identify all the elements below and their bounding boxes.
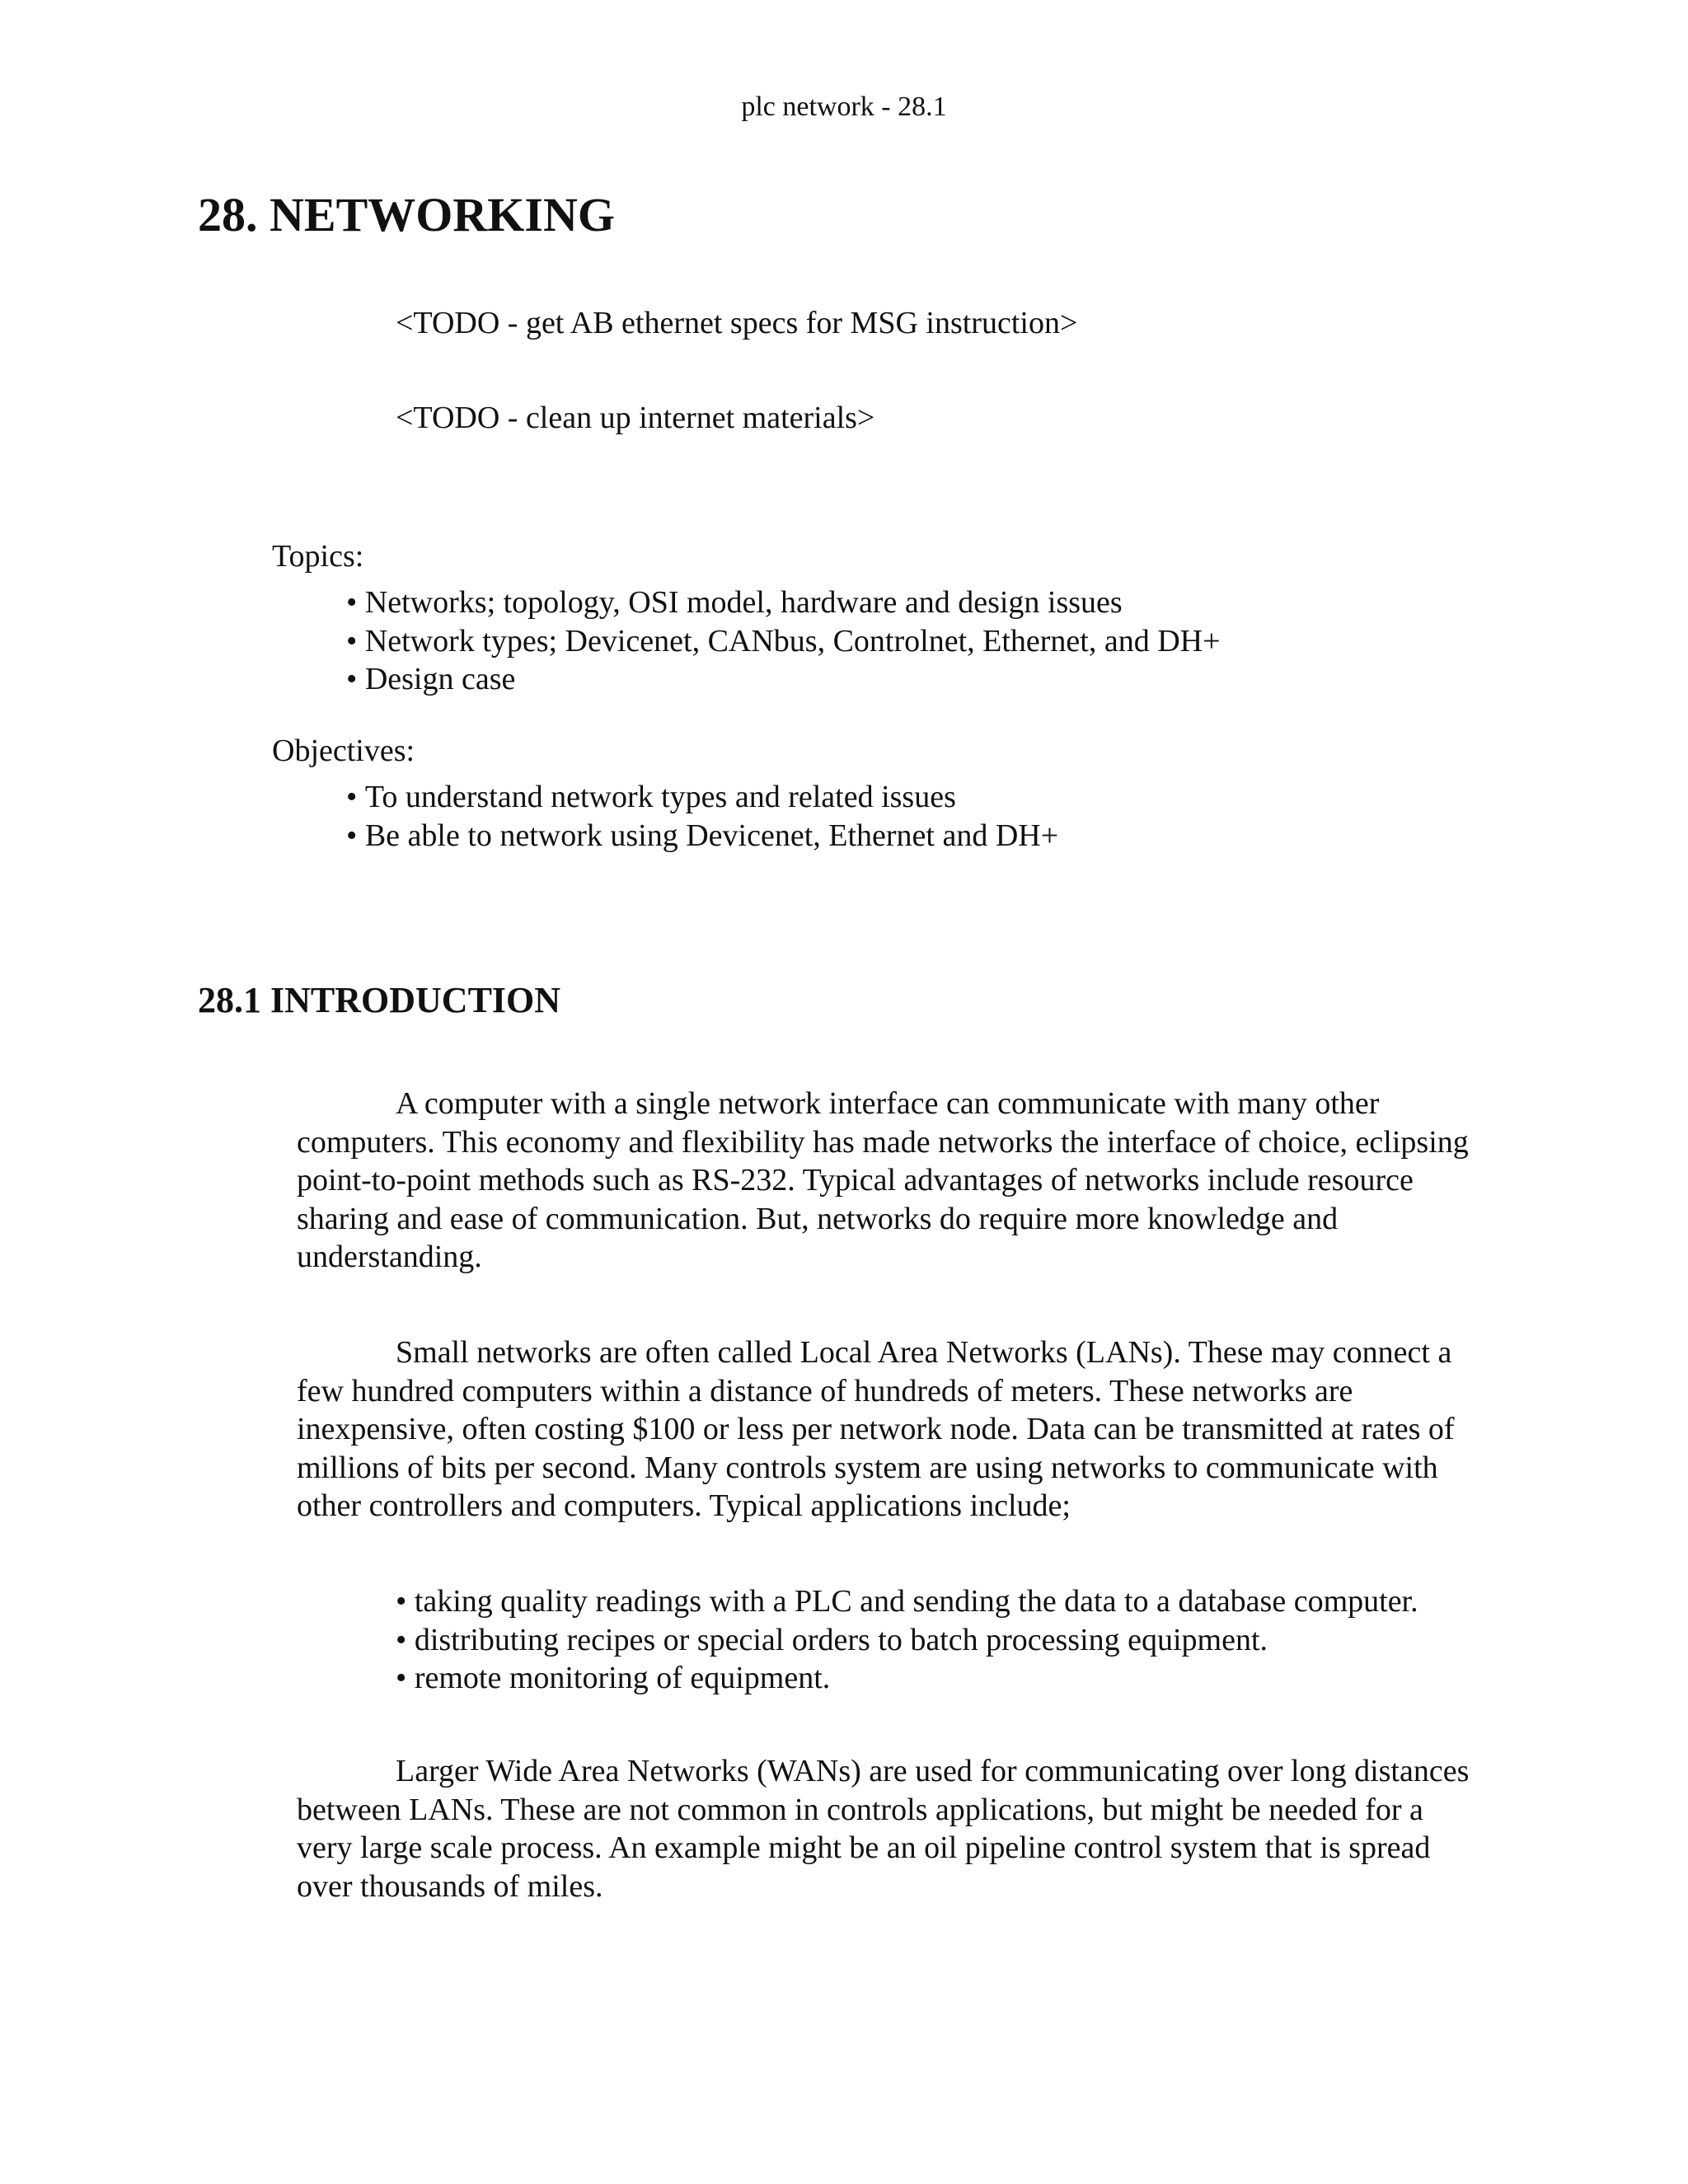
body-paragraph: Larger Wide Area Networks (WANs) are used for communicating over long distances between LANs. These are not common in controls applications, but might be needed for a very large scale process. An example might be an oil pipeline control system that is spread over thousands of miles.: [297, 1754, 1470, 1904]
list-item: • distributing recipes or special orders to batch processing equipment.: [396, 1621, 1418, 1660]
body-paragraph: A computer with a single network interface can communicate with many other computers. This economy and flexibility has made networks the interface of choice, eclipsing point-to-point methods such as RS-232. Typical advantages of networks include resource sharing and ease of communication. But, networks do require more knowledge and understanding.: [297, 1086, 1469, 1274]
section-title: 28.1 INTRODUCTION: [198, 980, 561, 1020]
running-header: plc network - 28.1: [741, 91, 947, 122]
body-paragraph: Small networks are often called Local Area Networks (LANs). These may connect a few hundred computers within a distance of hundreds of meters. These networks are inexpensive, often costing $100 or less per network node. Data can be transmitted at rates of millions of bits per second. Many controls system are using networks to communicate with other controllers and computers. Typical applications include;: [297, 1335, 1455, 1523]
objectives-list: [346, 778, 1058, 855]
todo-note: <TODO - get AB ethernet specs for MSG instruction>: [396, 306, 1078, 340]
todo-note: <TODO - clean up internet materials>: [396, 401, 875, 435]
chapter-title: 28. NETWORKING: [198, 188, 615, 241]
list-item: • Design case: [346, 660, 1221, 699]
list-item: • Network types; Devicenet, CANbus, Controlnet, Ethernet, and DH+: [346, 622, 1221, 661]
list-item: • To understand network types and related issues: [346, 778, 1058, 817]
list-item: • taking quality readings with a PLC and sending the data to a database computer.: [396, 1582, 1418, 1621]
topics-list: [346, 583, 1221, 699]
list-item: • remote monitoring of equipment.: [396, 1659, 1418, 1698]
list-item: • Be able to network using Devicenet, Ethernet and DH+: [346, 817, 1058, 855]
applications-list: [396, 1582, 1418, 1698]
topics-label: Topics:: [272, 539, 364, 574]
objectives-label: Objectives:: [272, 733, 415, 768]
list-item: • Networks; topology, OSI model, hardware and design issues: [346, 583, 1221, 622]
